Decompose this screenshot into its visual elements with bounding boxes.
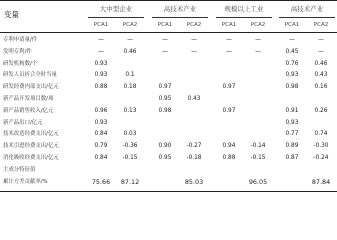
- table-cell: 0.76: [285, 60, 299, 67]
- table-cell: —: [289, 37, 295, 43]
- table-cell: [215, 94, 243, 105]
- table-cell: [116, 118, 144, 129]
- table-cell: 0.88: [222, 155, 236, 161]
- subheader: PCA2: [186, 22, 202, 28]
- table-cell: 0.97: [158, 84, 172, 91]
- table-cell: 0.87: [285, 155, 299, 161]
- table-cell: [215, 59, 243, 70]
- table-cell: [278, 94, 306, 105]
- table-cell: [244, 59, 272, 70]
- table-top-rule: [0, 0, 337, 1]
- table-cell: [244, 129, 272, 140]
- table-cell: [116, 59, 144, 70]
- table-cell: 0.93: [285, 72, 299, 79]
- table-cell: 0.95: [158, 96, 172, 102]
- table-cell: 0.18: [123, 84, 137, 91]
- table-cell: [180, 129, 208, 140]
- table-cell: [215, 165, 243, 176]
- table-cell: [278, 177, 306, 188]
- table-cell: —: [127, 37, 133, 43]
- table-cell: 0.84: [94, 155, 108, 161]
- subheader: PCA1: [93, 22, 109, 28]
- table-row: [0, 94, 337, 105]
- table-cell: [215, 118, 243, 129]
- table-cell: [244, 106, 272, 117]
- table-cell: 0.93: [94, 119, 108, 126]
- table-cell: 0.96: [94, 107, 108, 114]
- table-cell: -0.36: [122, 143, 138, 150]
- table-cell: [244, 118, 272, 129]
- table-cell: —: [98, 37, 104, 43]
- table-cell: 0.97: [222, 107, 236, 114]
- table-cell: 96.05: [248, 177, 268, 186]
- table-cell: -0.24: [313, 155, 329, 161]
- table-cell: 0.79: [94, 143, 108, 150]
- table-cell: [244, 165, 272, 176]
- table-cell: 0.93: [285, 119, 299, 126]
- table-cell: 0.94: [222, 143, 236, 150]
- table-cell: [307, 165, 335, 176]
- row-label: 新产品开发项目数/项: [3, 96, 54, 102]
- group-underline: [216, 17, 272, 18]
- table-cell: [151, 165, 179, 176]
- table-cell: 0.98: [285, 84, 299, 91]
- table-cell: 0.45: [285, 48, 299, 55]
- row-label: 发明专利/件: [3, 48, 32, 55]
- table-cell: 0.95: [158, 155, 172, 161]
- table-cell: [180, 59, 208, 70]
- table-cell: —: [226, 48, 232, 55]
- row-label: 主成分特征值: [3, 166, 36, 173]
- table-cell: [180, 82, 208, 93]
- table-row: [0, 47, 337, 58]
- table-cell: 0.90: [158, 143, 172, 150]
- subheader: PCA2: [313, 22, 329, 28]
- table-row: [0, 129, 337, 140]
- table-row: [0, 118, 337, 129]
- table-cell: [244, 94, 272, 105]
- row-label: 研发人员折合全时当量: [3, 72, 57, 79]
- table-cell: 0.97: [222, 84, 236, 91]
- table-cell: [215, 177, 243, 188]
- table-cell: 0.43: [314, 72, 328, 79]
- subheader: PCA1: [157, 22, 173, 28]
- row-label: 研发经费内部支出/亿元: [3, 84, 59, 91]
- table-cell: —: [162, 48, 168, 55]
- table-cell: -0.15: [250, 155, 266, 161]
- table-cell: [180, 118, 208, 129]
- table-cell: —: [255, 37, 261, 43]
- table-cell: [278, 165, 306, 176]
- table-cell: [151, 129, 179, 140]
- table-cell: 85.03: [184, 177, 204, 186]
- table-cell: -0.14: [250, 143, 266, 150]
- table-cell: [151, 70, 179, 81]
- table-cell: [215, 129, 243, 140]
- table-cell: [215, 70, 243, 81]
- row-label: 新产品出口/亿元: [3, 119, 43, 126]
- table-cell: [87, 165, 115, 176]
- group-underline: [279, 17, 335, 18]
- table-cell: [244, 82, 272, 93]
- group-header: 大中型企业: [99, 5, 133, 13]
- table-row: [0, 165, 337, 176]
- table-cell: 0.93: [94, 72, 108, 79]
- table-cell: —: [318, 48, 324, 55]
- table-header-rule: [0, 32, 337, 33]
- table-cell: 87.12: [120, 177, 140, 186]
- table-cell: 0.89: [285, 143, 299, 150]
- table-cell: [180, 165, 208, 176]
- table-cell: —: [162, 37, 168, 43]
- table-bottom-rule: [0, 191, 337, 192]
- table-cell: 0.26: [314, 107, 328, 114]
- table-cell: 0.13: [123, 107, 137, 114]
- table-cell: [307, 118, 335, 129]
- table-cell: 0.98: [158, 107, 172, 114]
- table-cell: 0.03: [123, 131, 137, 138]
- table-cell: [307, 94, 335, 105]
- table-row: [0, 35, 337, 46]
- table-cell: [151, 59, 179, 70]
- table-row: [0, 153, 337, 164]
- group-header: 高技术产业: [163, 5, 197, 13]
- table-cell: [180, 106, 208, 117]
- table-cell: —: [191, 37, 197, 43]
- row-label: 新产品销售收入/亿元: [3, 107, 54, 114]
- table-cell: —: [255, 48, 261, 55]
- table-cell: —: [318, 37, 324, 43]
- table-cell: 87.84: [311, 177, 331, 186]
- table-cell: 0.46: [123, 48, 137, 55]
- row-label: 技术引进经费支出/亿元: [3, 143, 59, 150]
- table-cell: 0.43: [187, 96, 201, 102]
- table-row: [0, 82, 337, 93]
- table-cell: —: [191, 48, 197, 55]
- row-label: 技术改造经费支出/亿元: [3, 131, 59, 138]
- row-label: 累计方差贡献率/%: [3, 178, 48, 185]
- table-cell: 0.93: [94, 60, 108, 67]
- row-label: 研发机构数/个: [3, 60, 38, 67]
- table-cell: [87, 94, 115, 105]
- table-row: [0, 177, 337, 188]
- table-cell: [116, 165, 144, 176]
- table-cell: [244, 70, 272, 81]
- table-cell: 0.88: [94, 84, 108, 91]
- table-cell: 75.66: [91, 177, 111, 186]
- table-cell: —: [226, 37, 232, 43]
- table-cell: 0.1: [125, 72, 135, 79]
- table-cell: —: [98, 48, 104, 55]
- table-cell: [180, 70, 208, 81]
- subheader: PCA1: [284, 22, 300, 28]
- table-cell: -0.27: [186, 143, 202, 150]
- subheader: PCA2: [250, 22, 266, 28]
- group-underline: [88, 17, 144, 18]
- table-cell: 0.84: [94, 131, 108, 138]
- row-label: 专利申请量/件: [3, 37, 38, 43]
- subheader: PCA1: [221, 22, 237, 28]
- subheader: PCA2: [122, 22, 138, 28]
- table-cell: -0.15: [122, 155, 138, 161]
- group-header: 高技术产业: [290, 5, 324, 13]
- table-cell: 0.16: [314, 84, 328, 91]
- table-cell: 0.91: [285, 107, 299, 114]
- table-cell: 0.77: [285, 131, 299, 138]
- table-cell: -0.30: [313, 143, 329, 150]
- table-row: [0, 141, 337, 152]
- table-row: [0, 106, 337, 117]
- row-label: 消化吸收经费支出/亿元: [3, 155, 59, 161]
- table-cell: 0.74: [314, 131, 328, 138]
- table-cell: [151, 118, 179, 129]
- table-cell: [151, 177, 179, 188]
- stub-header: 变量: [4, 10, 19, 19]
- table-row: [0, 70, 337, 81]
- table-cell: -0.18: [186, 155, 202, 161]
- group-underline: [152, 17, 208, 18]
- table-cell: 0.46: [314, 60, 328, 67]
- table-row: [0, 59, 337, 70]
- table-cell: [116, 94, 144, 105]
- group-header: 规模以上工业: [224, 5, 264, 13]
